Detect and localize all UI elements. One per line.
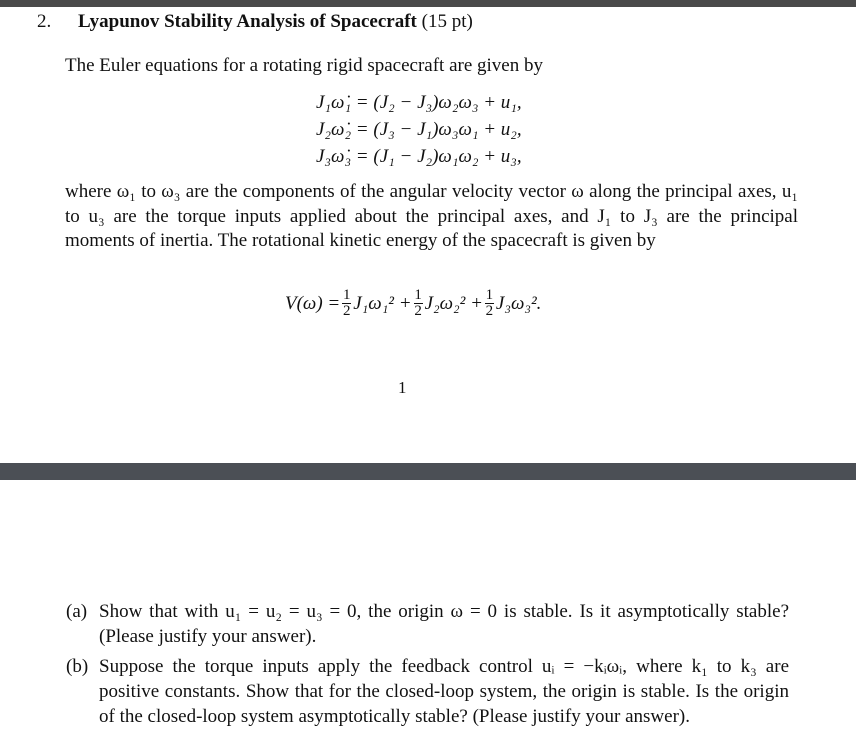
fraction-half-2 [414,288,423,319]
fraction-denominator: 2 [343,303,351,319]
euler-equation-1: J₁ω̇₁ = (J₂ − J₃)ω₂ω₃ + u₁, [316,92,522,113]
fraction-numerator: 1 [414,287,422,303]
intro-text: The Euler equations for a rotating rigid spacecraft are given by [65,55,543,76]
kinetic-energy-equation [285,288,541,319]
fraction-denominator: 2 [414,303,422,319]
problem-points: (15 pt) [421,11,473,32]
energy-term-3: J₃ω₃². [495,292,542,314]
fraction-numerator: 1 [485,287,494,303]
energy-term-2: J₂ω₂² + [424,292,483,314]
energy-lhs: V(ω) = [285,292,341,314]
page-number: 1 [398,378,407,397]
part-b-label: (b) [66,656,89,677]
fraction-numerator: 1 [343,287,351,303]
euler-equation-2: J₂ω̇₂ = (J₃ − J₁)ω₃ω₁ + u₂, [316,119,522,140]
problem-title-text: Lyapunov Stability Analysis of Spacecraft [78,11,417,32]
part-b-text: Suppose the torque inputs apply the feedback control uᵢ = −kᵢωᵢ, where k₁ to k₃ are positive constants. Show that for the closed-loop system, the origin is stable. Is the origin of the closed-loop system asymptotically stable? (Please justify your answer). [99,656,789,727]
fraction-denominator: 2 [485,303,494,319]
description-paragraph: where ω₁ to ω₃ are the components of the angular velocity vector ω along the principal axes, u₁ to u₃ are the torque inputs applied about the principal axes, and J₁ to J₃ are the principal moments of inertia. The rotational kinetic energy of the spacecraft is given by [65,181,798,251]
part-a-label: (a) [66,601,88,622]
part-a-text: Show that with u₁ = u₂ = u₃ = 0, the origin ω = 0 is stable. Is it asymptotically stable? (Please justify your answer). [99,601,789,647]
top-border [0,0,856,7]
problem-title [78,11,473,33]
fraction-half-3 [485,288,494,319]
fraction-half-1 [342,288,351,319]
energy-term-1: J₁ω₁² + [353,292,412,314]
euler-equation-3: J₃ω̇₃ = (J₁ − J₂)ω₁ω₂ + u₃, [316,146,522,167]
page-separator [0,463,856,480]
problem-number: 2. [37,11,52,32]
